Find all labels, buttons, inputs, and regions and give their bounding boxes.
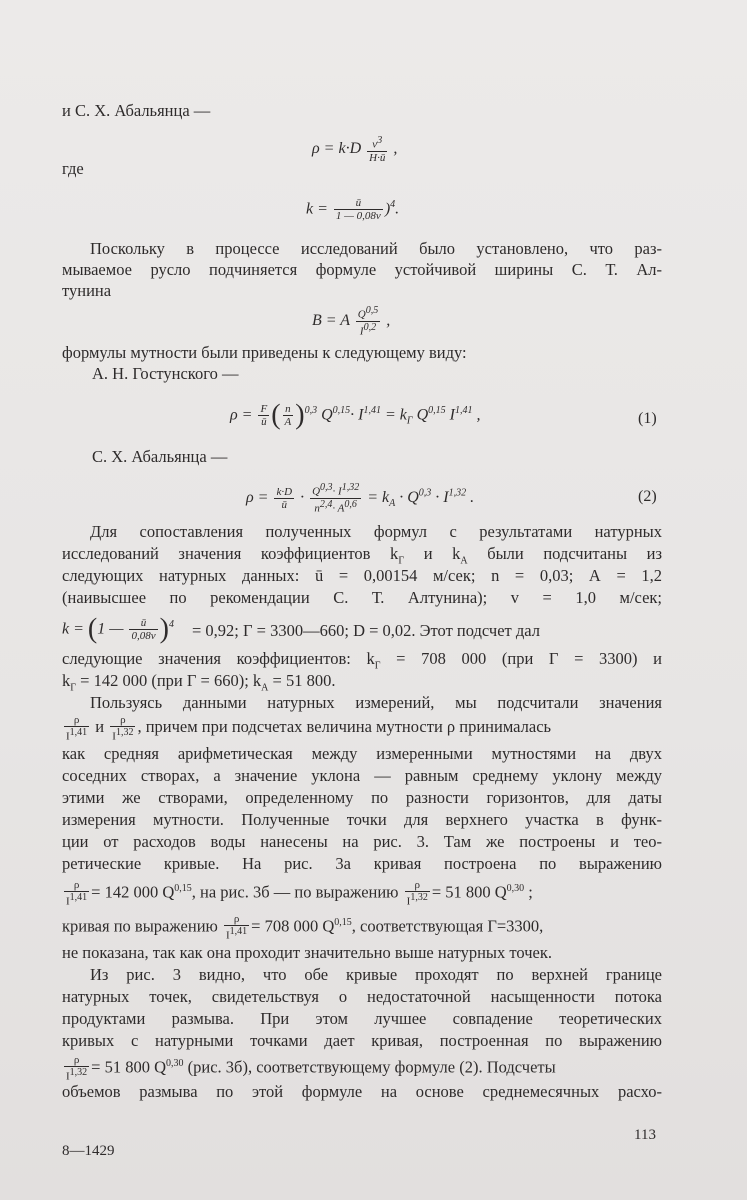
equation-number: (1) bbox=[638, 410, 657, 427]
text-line: $\frac{\rho}{I^{1,32}}$ = 51 800 Q$^{0,30}$ (рис. 3б), соответствующему формуле (2). Подсчеты bbox=[66, 1054, 556, 1084]
formula-1: ρ = $\frac{F}{ū}$ ( $\frac{n}{A}$ )$^{0,3}$ $Q^{0,15}\cdot I^{1,41} = k_Г$ Q$^{0,15}$ I$^{1,41}$ , bbox=[230, 399, 481, 431]
text-line: = 0,92; Г = 3300—660; D = 0,02. Этот подсчет дал bbox=[192, 621, 540, 640]
formula-altunin: B = A $\frac{Q^{0,5}}{I^{0,2}}$ , bbox=[312, 305, 391, 338]
text-line: где bbox=[62, 159, 84, 178]
text-line: С. Х. Абальянца — bbox=[92, 447, 228, 466]
page-number: 113 bbox=[634, 1127, 656, 1143]
text-line: и С. Х. Абальянца — bbox=[62, 101, 211, 120]
text-line: Поскольку в процессе исследований было установлено, что раз- bbox=[90, 239, 662, 258]
text-line: измерения мутности. Полученные точки для верхнего участка в функ- bbox=[62, 810, 662, 829]
equation-number: (2) bbox=[638, 488, 657, 505]
formula-k-value: k = (1 — $\frac{ū}{0,08v}$ )$^4$ bbox=[62, 613, 174, 645]
text-line: $\frac{\rho}{I^{1,41}}$ = 142 000 Q$^{0,15}$, на рис. 3б — по выражению $\frac{\rho}{I^{1,32}}$ = 51 800 Q$^{0,30}$ ; bbox=[66, 879, 533, 909]
text-line: Из рис. 3 видно, что обе кривые проходят по верхней границе bbox=[90, 965, 662, 984]
text-line: не показана, так как она проходит значительно выше натурных точек. bbox=[62, 943, 552, 962]
text-line: объемов размыва по этой формуле на основе среднемесячных расхо- bbox=[62, 1082, 662, 1101]
text-line: как средняя арифметическая между измеренными мутностями на двух bbox=[62, 744, 662, 763]
text-line: этими же створами, определенному по разности горизонтов, для даты bbox=[62, 788, 662, 807]
formula-k: k = $\frac{ū}{1 — 0,08v}$ )$^4$. bbox=[306, 197, 400, 223]
formula-abalyants: ρ = k·D $\frac{v^3}{H\cdot ū}$ , bbox=[312, 135, 398, 164]
text-line: Для сопоставления полученных формул с результатами натурных bbox=[90, 522, 662, 541]
text-line: мываемое русло подчиняется формуле устойчивой ширины С. Т. Ал- bbox=[62, 260, 662, 279]
text-line: следующие значения коэффициентов: $k_Г = 708$ 000 (при Г = 3300) и bbox=[62, 649, 662, 672]
text-line: $k_Г = 142$ 000 (при Г = 660); $k_A = 51$ 800. bbox=[62, 671, 336, 694]
text-line: формулы мутности были приведены к следующему виду: bbox=[62, 343, 467, 362]
text-line: ции от расходов воды нанесены на рис. 3. Там же построены и тео- bbox=[62, 832, 662, 851]
text-line: Пользуясь данными натурных измерений, мы подсчитали значения bbox=[90, 693, 662, 712]
signature-mark: 8—1429 bbox=[62, 1143, 115, 1159]
text-line: натурных точек, свидетельствуя о недостаточной насыщенности потока bbox=[62, 987, 662, 1006]
text-line: ретические кривые. На рис. 3а кривая построена по выражению bbox=[62, 854, 662, 873]
text-line: кривых с натурными точками дает кривая, построенная по выражению bbox=[62, 1031, 662, 1050]
text-line: (наивысшее по рекомендации С. Т. Алтунина); v = 1,0 м/сек; bbox=[62, 588, 662, 607]
text-line: продуктами размыва. При этом лучшее совпадение теоретических bbox=[62, 1009, 662, 1028]
text-line: исследований значения коэффициентов $k_Г$ и $k_A$ были подсчитаны из bbox=[62, 544, 663, 567]
text-line: соседних створах, а значение уклона — равным среднему уклону между bbox=[62, 766, 662, 785]
text-line: кривая по выражению $\frac{\rho}{I^{1,41}}$ = 708 000 Q$^{0,15}$, соответствующая Г=3300, bbox=[62, 913, 544, 943]
text-line: $\frac{\rho}{I^{1,41}}$ и $\frac{\rho}{I^{1,32}}$ , причем при подсчетах величина мутности ρ принималась bbox=[66, 714, 552, 743]
formula-2: ρ = $\frac{k\cdot D}{ū}$ · $\frac{Q^{0,3}\cdot I^{1,32}}{n^{2,4}\cdot A^{0,6}}$ = $k_A \cdot Q^{0,3} \cdot I^{1,32}$ . bbox=[246, 482, 475, 515]
text-line: следующих натурных данных: ū = 0,00154 м/сек; n = 0,03; А = 1,2 bbox=[62, 566, 663, 585]
text-line: А. Н. Гостунского — bbox=[92, 364, 239, 383]
text-line: тунина bbox=[62, 281, 112, 300]
